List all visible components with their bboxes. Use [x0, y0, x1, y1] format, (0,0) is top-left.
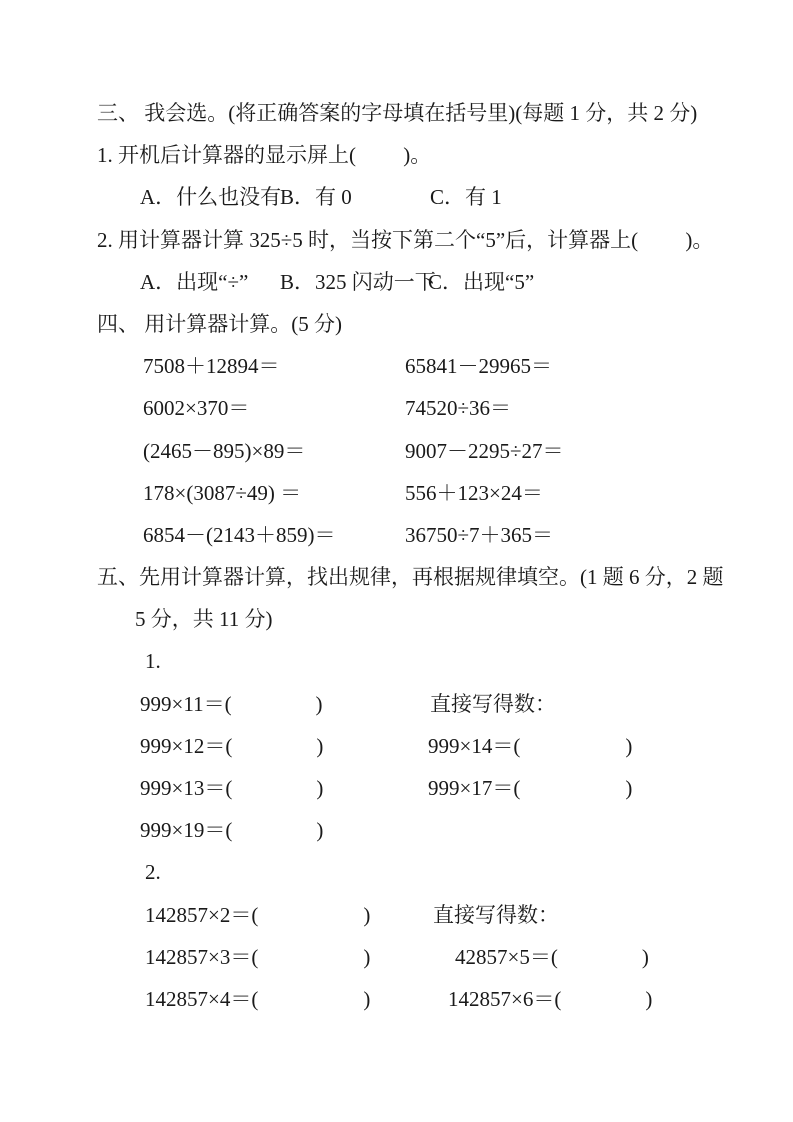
- calc-expression: 178×(3087÷49) ＝: [143, 480, 302, 505]
- calc-expression: 556＋123×24＝: [405, 480, 543, 505]
- q1-option-a: A．什么也没有: [140, 185, 282, 210]
- part2-label-line: [0, 851, 793, 893]
- pattern-row: [0, 767, 793, 809]
- question-2-line: [0, 219, 793, 261]
- pattern-row: [0, 978, 793, 1020]
- calc-expression: 6854－(2143＋859)＝: [143, 522, 336, 547]
- question-2-text: 2. 用计算器计算 325÷5 时，当按下第二个“5”后，计算器上( )。: [97, 227, 714, 252]
- pattern-row: [0, 809, 793, 851]
- calc-row: [0, 472, 793, 514]
- section5-heading: 五、先用计算器计算，找出规律，再根据规律填空。(1 题 6 分，2 题: [97, 565, 724, 590]
- q1-option-c: C．有 1: [430, 185, 502, 210]
- pattern-expression: 142857×3＝( ): [145, 944, 371, 969]
- part2-note: 直接写得数：: [433, 902, 559, 927]
- pattern-expression: 999×13＝( ): [140, 776, 324, 800]
- question-1-options-line: [0, 176, 793, 218]
- section3-heading-line: [0, 92, 793, 134]
- question-1-line: [0, 134, 793, 176]
- calc-expression: 6002×370＝: [143, 396, 250, 421]
- q1-option-b: B．有 0: [280, 185, 352, 210]
- calc-expression: (2465－895)×89＝: [143, 438, 306, 463]
- calc-row: [0, 387, 793, 429]
- pattern-row: [0, 894, 793, 936]
- part1-label: 1.: [145, 649, 161, 674]
- calc-row: [0, 345, 793, 387]
- section5-heading-line1: [0, 556, 793, 598]
- section4-heading: 四、 用计算器计算。(5 分): [97, 311, 342, 336]
- section4-heading-line: [0, 303, 793, 345]
- q2-option-a: A．出现“÷”: [140, 269, 249, 294]
- pattern-row: [0, 725, 793, 767]
- calc-row: [0, 430, 793, 472]
- part1-label-line: [0, 640, 793, 682]
- pattern-expression: 999×14＝( ): [428, 733, 633, 758]
- calc-expression: 7508＋12894＝: [143, 354, 280, 379]
- pattern-expression: 999×12＝( ): [140, 733, 324, 758]
- q2-option-b: B．325 闪动一下: [280, 269, 436, 294]
- question-2-options-line: [0, 261, 793, 303]
- part2-label: 2.: [145, 860, 161, 885]
- pattern-expression: 999×11＝( ): [140, 691, 323, 716]
- calc-expression: 9007－2295÷27＝: [405, 438, 564, 463]
- pattern-row: [0, 683, 793, 725]
- pattern-row: [0, 936, 793, 978]
- question-1-text: 1. 开机后计算器的显示屏上( )。: [97, 143, 432, 168]
- q2-option-c: C．出现“5”: [428, 269, 535, 294]
- section5-heading-line2: [0, 598, 793, 640]
- pattern-expression: 999×17＝( ): [428, 776, 633, 800]
- calc-expression: 65841－29965＝: [405, 354, 552, 379]
- section5-heading-continued: 5 分，共 11 分): [135, 607, 273, 632]
- pattern-expression: 142857×2＝( ): [145, 902, 371, 927]
- calc-row: [0, 514, 793, 556]
- section3-heading: 三、 我会选。(将正确答案的字母填在括号里)(每题 1 分，共 2 分): [97, 101, 698, 125]
- pattern-expression: 999×19＝( ): [140, 818, 324, 843]
- pattern-expression: 42857×5＝( ): [455, 944, 649, 969]
- pattern-expression: 142857×6＝( ): [448, 986, 653, 1011]
- part1-note: 直接写得数：: [430, 691, 556, 716]
- calc-expression: 36750÷7＋365＝: [405, 522, 554, 547]
- calc-expression: 74520÷36＝: [405, 396, 512, 421]
- pattern-expression: 142857×4＝( ): [145, 986, 371, 1011]
